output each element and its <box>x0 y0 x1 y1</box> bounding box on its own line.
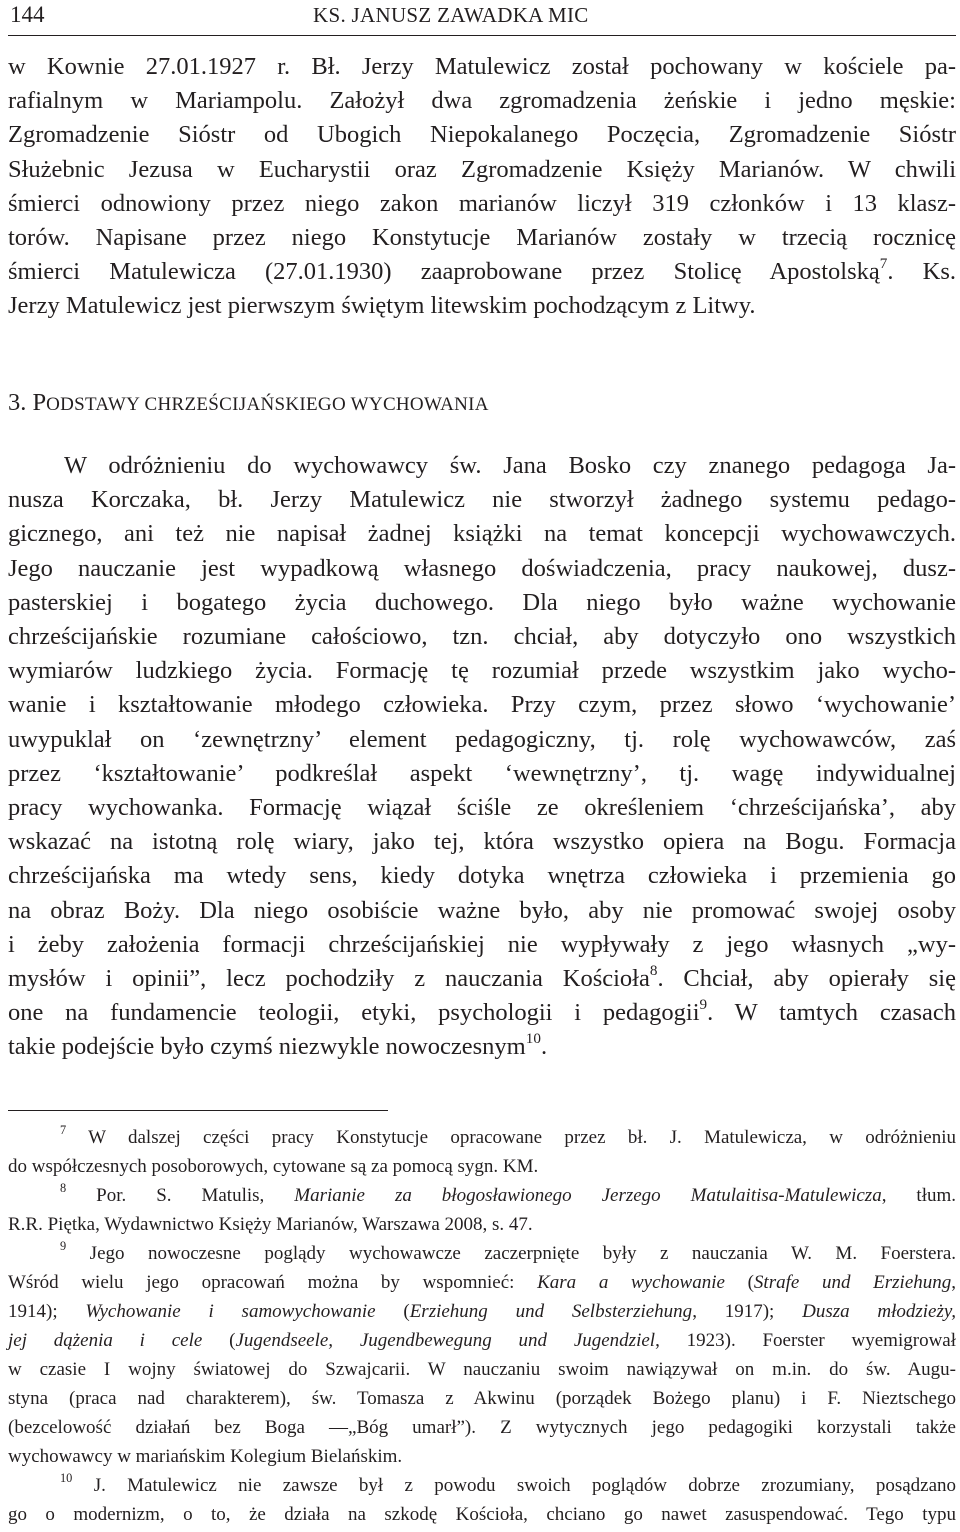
section-title: ODSTAWY CHRZEŚCIJAŃSKIEGO WYCHOWANIA <box>46 394 489 415</box>
text-line <box>8 962 956 996</box>
text-segment: mysłów i opinii”, lecz pochodziły z nauczania Kościoła <box>8 965 650 993</box>
footnote-text: w czasie I wojny światowej do Szwajcarii. W nauczaniu swoim nawiązywał on m.in. do św. Augu- <box>8 1359 956 1380</box>
text-line: rafialnym w Mariampolu. Założył dwa zgromadzenia żeńskie i jedno męskie: <box>8 87 956 115</box>
footnote-text: ( <box>724 1272 754 1293</box>
footnote-text: Jego nowoczesne poglądy wychowawcze zaczerpnięte były z nauczania W. M. Foerstera. <box>89 1243 957 1264</box>
footnote-text: Por. S. Matulis, <box>96 1185 295 1206</box>
text-line: wanie i kształtowanie młodego człowieka. Przy czym, przez słowo ‘wychowanie’ <box>8 691 956 719</box>
cited-title: Dusza młodzieży, <box>802 1301 957 1322</box>
footnote-number: 7 <box>60 1122 67 1137</box>
footnote-ref-8: 8 <box>649 961 658 979</box>
text-line: przez ‘kształtowanie’ podkreślał aspekt ‘wewnętrzny’, tj. wagę indywidualnej <box>8 759 956 787</box>
footnote-number: 10 <box>60 1470 73 1485</box>
text-line: gicznego, ani też nie napisał żadnej książki na temat koncepcji wychowawczych. <box>8 520 956 548</box>
text-line <box>8 996 956 1030</box>
footnote-text: styna (praca nad charakterem), św. Tomasza z Akwinu (porządek Bożego planu) i F. Nieztschego <box>8 1388 956 1409</box>
footnote-text: do współczesnych posoborowych, cytowane są za pomocą sygn. KM. <box>8 1156 539 1177</box>
cited-title: Strafe und Erziehung <box>753 1272 952 1293</box>
text-line: i żeby założenia formacji chrześcijańskiej nie wypływały z jego własnych „wy- <box>8 930 956 958</box>
footnote-text: ( <box>375 1301 410 1322</box>
section-number: 3. <box>8 389 27 416</box>
text-line: Zgromadzenie Sióstr od Ubogich Niepokalanego Poczęcia, Zgromadzenie Sióstr <box>8 121 956 149</box>
footnote-text: , <box>951 1272 957 1293</box>
text-line: chrześcijańskie rozumiane całościowo, tzn. chciał, aby dotyczyło ono wszystkich <box>8 623 956 651</box>
cited-title: jej dążenia i cele <box>8 1330 203 1351</box>
text-line <box>8 255 956 289</box>
page-number: 144 <box>10 2 45 27</box>
cited-title: Jugendseele, Jugendbewegung und Jugendziel <box>235 1330 656 1351</box>
text-line: Służebnic Jezusa w Eucharystii oraz Zgromadzenie Księży Marianów. W chwili <box>8 155 956 183</box>
footnote-text: , 1917); <box>692 1301 803 1322</box>
header-rule <box>8 35 956 36</box>
footnote-ref-7: 7 <box>879 254 888 272</box>
footnote-separator <box>8 1110 388 1111</box>
text-line: pracy wychowanka. Formację wiązał ściśle ze określeniem ‘chrześcijańska’, aby <box>8 794 956 822</box>
footnote-text: , tłum. <box>881 1185 957 1206</box>
footnote-text: , 1923). Foerster wyemigrował <box>655 1330 957 1351</box>
running-header <box>0 0 960 34</box>
text-line: na obraz Boży. Dla niego osobiście ważne było, aby nie promować swojej osoby <box>8 896 956 924</box>
paragraph-2 <box>8 449 956 1065</box>
section-heading <box>8 386 489 422</box>
footnote-text: R.R. Piętka, Wydawnictwo Księży Marianów, Warszawa 2008, s. 47. <box>8 1214 533 1235</box>
footnote-9 <box>8 1239 956 1268</box>
text-line: wskazać na istotną rolę wiary, jako tej, która wszystko opiera na Bogu. Formacja <box>8 828 956 856</box>
text-line: Jego nauczanie jest wypadkową własnego doświadczenia, pracy naukowej, dusz- <box>8 554 956 582</box>
footnote-text: wychowawcy w mariańskim Kolegium Bielańskim. <box>8 1446 403 1467</box>
cited-title: Kara a wychowanie <box>537 1272 725 1293</box>
footnote-text: 1914); <box>8 1301 86 1322</box>
text-line: torów. Napisane przez niego Konstytucje Marianów zostały w trzecią rocznicę <box>8 224 956 252</box>
footnote-line <box>8 1297 956 1326</box>
text-segment: . Ks. <box>887 258 956 286</box>
footnote-8 <box>8 1181 956 1210</box>
text-segment: . Chciał, aby opierały się <box>657 965 956 993</box>
text-line <box>8 1030 956 1064</box>
footnotes <box>8 1123 956 1529</box>
footnote-text: J. Matulewicz nie zawsze był z powodu swoich poglądów dobrze zrozumiany, posądzano <box>93 1475 957 1496</box>
text-line: w Kownie 27.01.1927 r. Bł. Jerzy Matulewicz został pochowany w kościele pa- <box>8 53 956 80</box>
footnote-line <box>8 1326 956 1355</box>
text-line: chrześcijańska ma wtedy sens, kiedy dotyka wnętrza człowieka i przemienia go <box>8 862 956 890</box>
text-segment: śmierci Matulewicza (27.01.1930) zaaprobowane przez Stolicę Apostolską <box>8 258 880 286</box>
footnote-10 <box>8 1471 956 1500</box>
footnote-text: go o modernizm, o to, że działa na szkodę Kościoła, chciano go nawet zasuspendować. Tego typu <box>8 1504 956 1525</box>
running-title: KS. JANUSZ ZAWADKA MIC <box>313 3 589 27</box>
text-line: uwypuklał on ‘zewnętrzny’ element pedagogiczny, tj. rolę wychowawców, zaś <box>8 725 956 753</box>
text-line: Jerzy Matulewicz jest pierwszym świętym litewskim pochodzącym z Litwy. <box>8 292 756 320</box>
footnote-text: (bezcelowość działań bez Boga —„Bóg umarł”). Z wytycznych jego pedagogiki korzystali także <box>8 1417 956 1438</box>
footnote-text: ( <box>202 1330 236 1351</box>
text-line: W odróżnieniu do wychowawcy św. Jana Bosko czy znanego pedagoga Ja- <box>64 452 956 479</box>
text-line: pasterskiej i bogatego życia duchowego. Dla niego było ważne wychowanie <box>8 588 956 616</box>
text-line: wymiarów ludzkiego życia. Formację tę rozumiał przede wszystkim jako wycho- <box>8 657 956 685</box>
footnote-number: 9 <box>60 1238 67 1253</box>
footnote-7 <box>8 1123 956 1152</box>
footnote-text: W dalszej części pracy Konstytucje opracowane przez bł. J. Matulewicza, w odróżnieniu <box>88 1127 956 1148</box>
cited-title: Erziehung und Selbsterziehung <box>409 1301 693 1322</box>
text-segment: one na fundamencie teologii, etyki, psychologii i pedagogii <box>8 999 700 1027</box>
text-segment: . W tamtych czasach <box>707 999 956 1027</box>
text-segment: . <box>540 1033 548 1061</box>
footnote-number: 8 <box>60 1180 67 1195</box>
footnote-ref-10: 10 <box>525 1030 541 1048</box>
footnote-ref-9: 9 <box>699 995 708 1013</box>
text-line: śmierci odnowiony przez niego zakon marianów liczył 319 członków i 13 klasz- <box>8 189 956 217</box>
footnote-text: Wśród wielu jego opracowań można by wspomnieć: <box>8 1272 538 1293</box>
cited-title: Wychowanie i samowychowanie <box>85 1301 376 1322</box>
cited-title: Marianie za błogosławionego Jerzego Matulaitisa-Matulewicza <box>294 1185 882 1206</box>
text-segment: takie podejście było czymś niezwykle nowoczesnym <box>8 1033 526 1061</box>
section-title-initial: P <box>32 389 47 416</box>
footnote-line <box>8 1268 956 1297</box>
paragraph-1 <box>8 50 956 324</box>
text-line: nusza Korczaka, bł. Jerzy Matulewicz nie stworzył żadnego systemu pedago- <box>8 486 956 514</box>
